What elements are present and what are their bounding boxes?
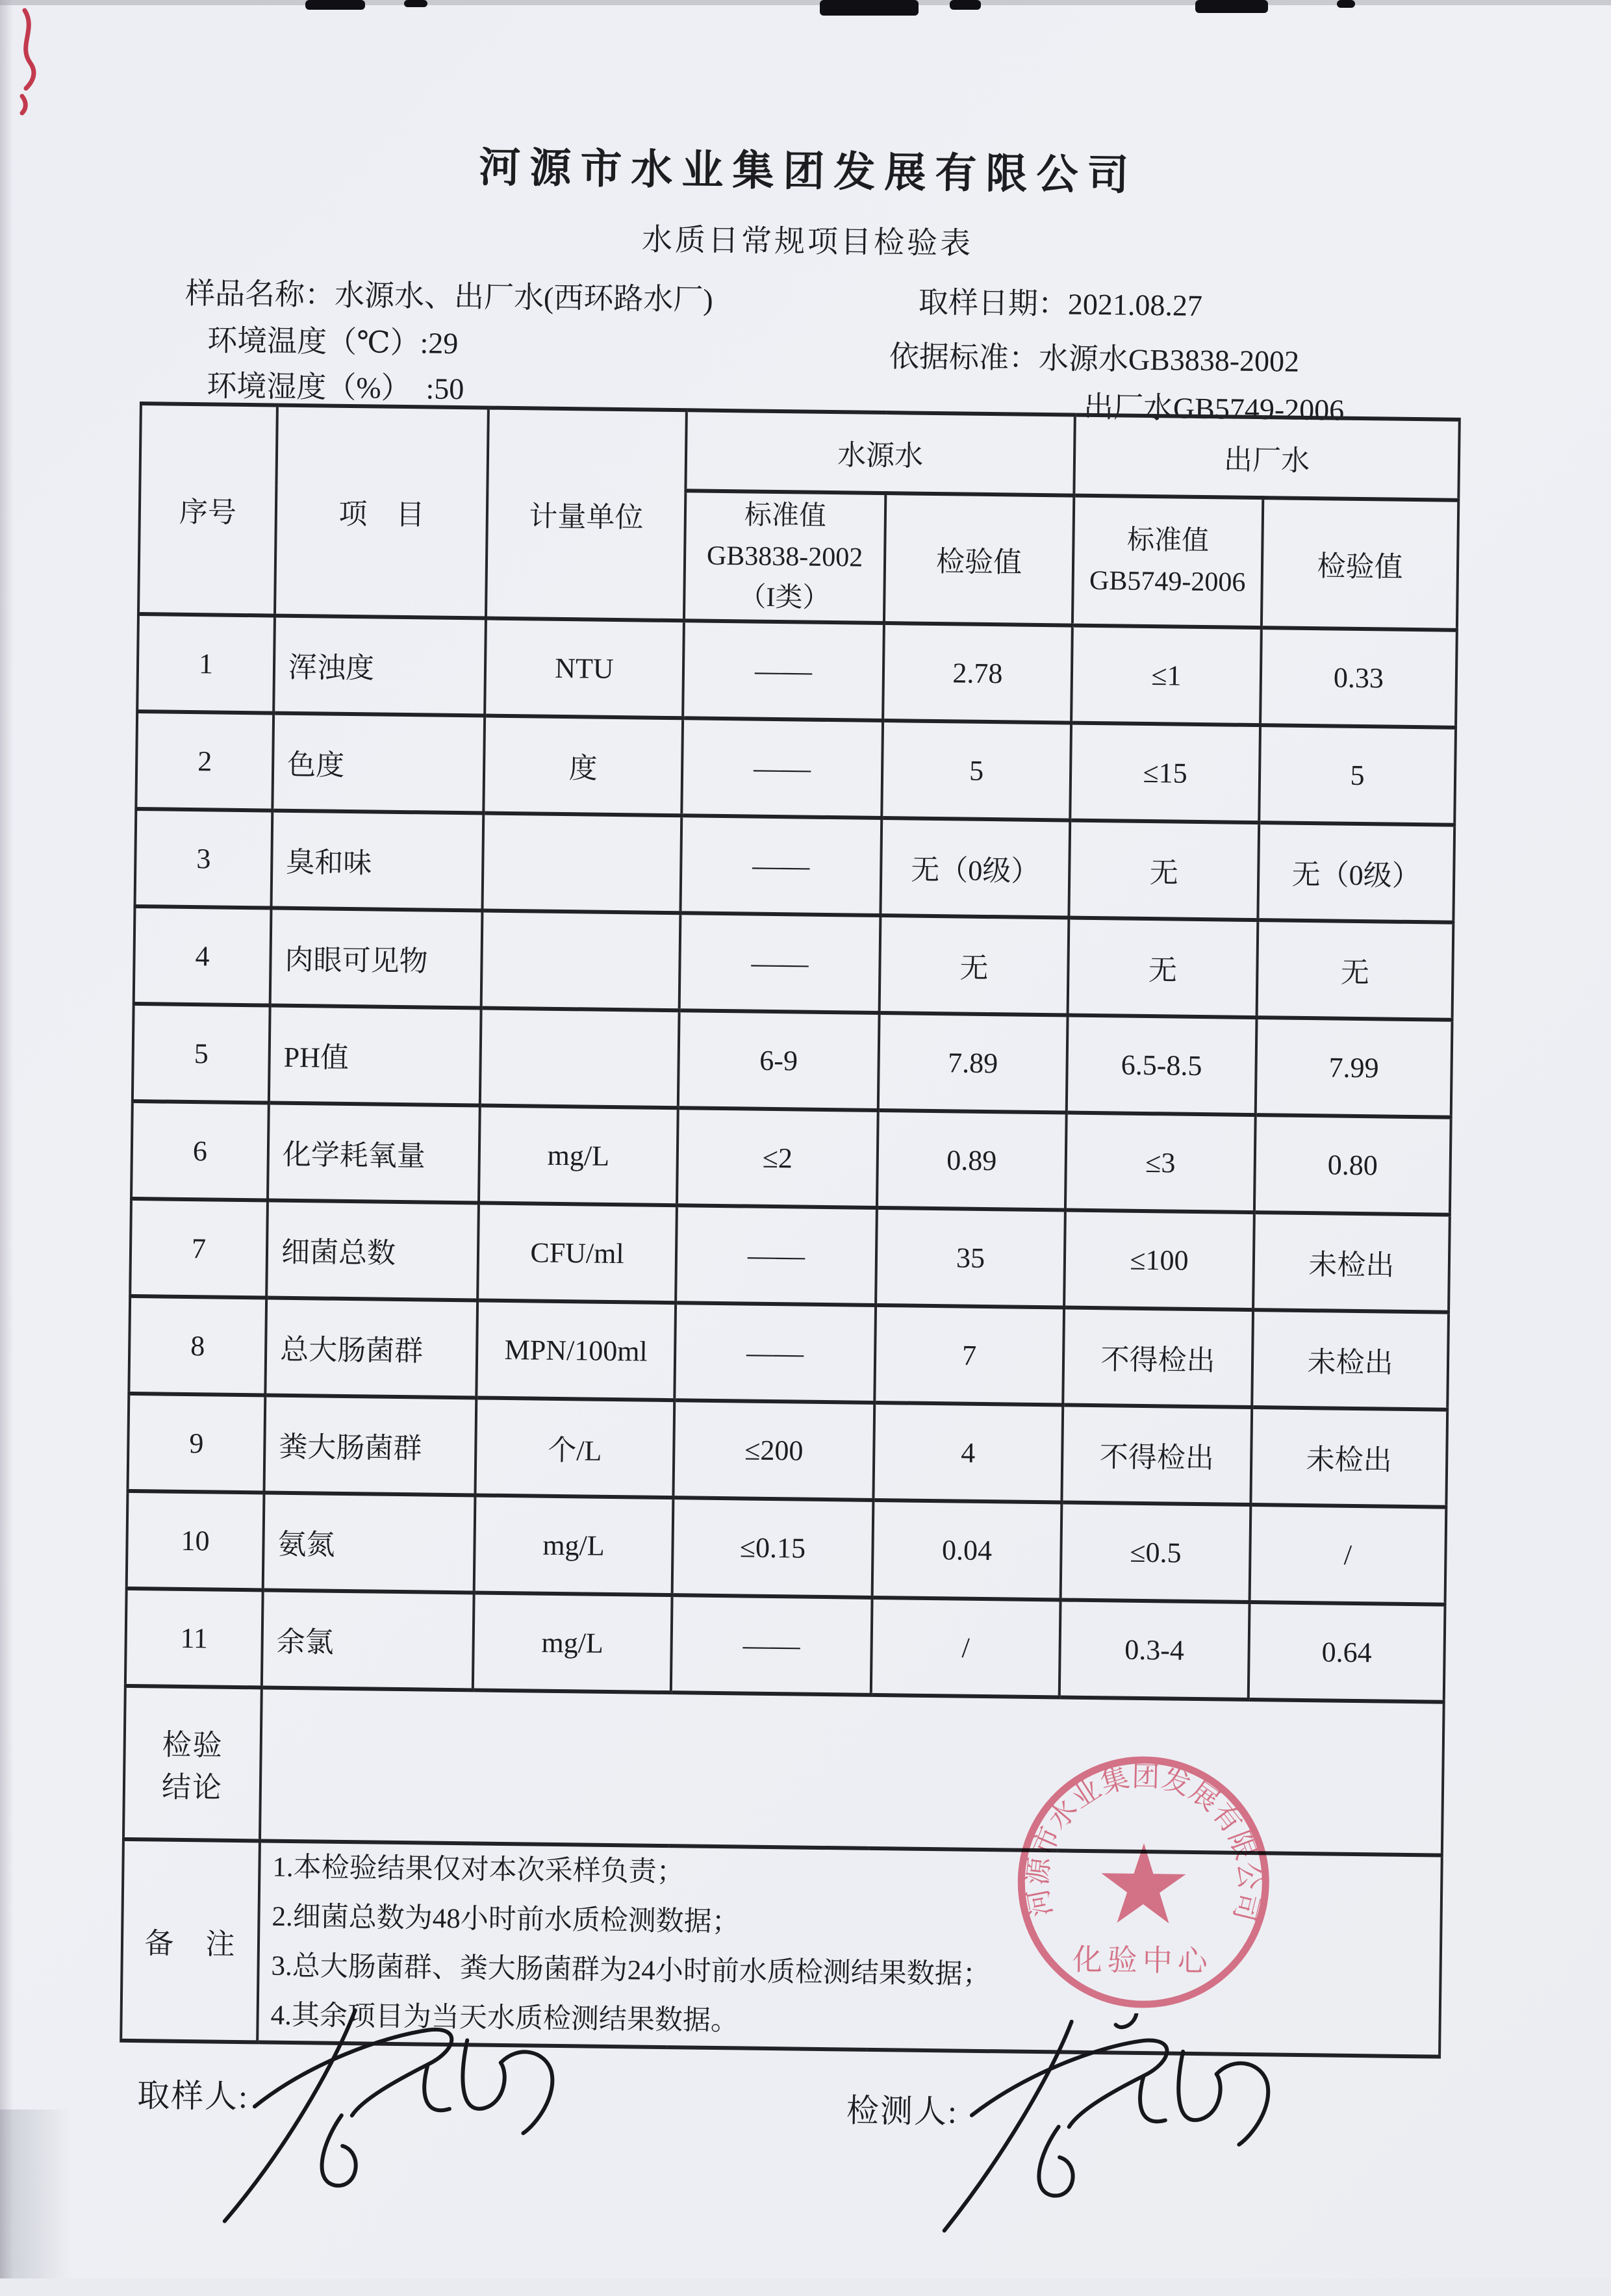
tester-signature [918,2011,1323,2250]
col-header-unit: 计量单位 [486,408,687,621]
cell-source-standard: ≤2 [677,1108,878,1208]
cell-unit: mg/L [473,1592,672,1692]
cell-source-value: 7.89 [878,1013,1068,1113]
cell-outlet-standard: 不得检出 [1063,1307,1253,1407]
cell-seq: 10 [127,1491,264,1590]
cell-item: 臭和味 [271,811,483,911]
table-row [127,1491,1447,1605]
cell-outlet-standard: 无 [1068,918,1258,1018]
cell-outlet-standard: 不得检出 [1061,1405,1252,1505]
table-row [135,809,1455,923]
cell-outlet-value: 未检出 [1253,1212,1450,1312]
remark-line: 1.本检验结果仅对本次采样负责； [272,1852,685,1888]
remark-line: 3.总大肠菌群、粪大肠菌群为24小时前水质检测结果数据； [271,1950,991,1991]
scan-blot [305,0,365,10]
cell-outlet-standard: ≤1 [1071,626,1262,726]
cell-seq: 8 [129,1296,266,1396]
scan-left-edge [0,0,13,2278]
cell-unit: mg/L [474,1495,674,1595]
cell-unit [481,911,681,1011]
group-header-outlet-water: 出厂水 [1074,415,1459,500]
form-title: 水质日常规项目检验表 [641,223,974,261]
cell-outlet-standard: ≤3 [1065,1113,1256,1213]
scan-blot [1337,0,1355,8]
cell-item: 色度 [272,713,485,813]
cell-source-standard: —— [680,815,882,915]
sample-name-line: 样品名称：水源水、出厂水(西环路水厂) [184,276,713,316]
col-header-outlet-standard: 标准值 GB5749-2006 [1072,496,1263,628]
scan-blot [404,0,427,7]
cell-source-standard: ≤200 [673,1400,874,1500]
cell-source-standard: ≤0.15 [672,1498,874,1598]
cell-source-standard: —— [671,1595,872,1695]
cell-source-standard: —— [683,620,884,721]
cell-item: 肉眼可见物 [270,908,483,1008]
cell-outlet-standard: ≤15 [1070,723,1260,823]
table-row [129,1296,1449,1410]
cell-outlet-standard: 6.5-8.5 [1067,1015,1257,1116]
scan-blot [950,0,981,10]
cell-outlet-value: 0.33 [1260,628,1457,728]
cell-outlet-value: 0.64 [1249,1602,1445,1702]
cell-source-value: 无 [880,915,1069,1015]
cell-source-value: 2.78 [883,623,1072,723]
cell-unit: 个/L [475,1397,674,1498]
cell-unit: CFU/ml [477,1203,677,1303]
cell-seq: 2 [136,711,273,811]
cell-item: 余氯 [262,1590,474,1690]
cell-source-value: 0.89 [877,1110,1067,1210]
cell-source-standard: —— [681,718,883,818]
cell-source-value: / [871,1598,1061,1698]
cell-source-value: 无（0级） [880,818,1070,918]
cell-item: 总大肠菌群 [265,1297,477,1397]
table-row [133,1004,1452,1117]
env-humidity: 环境湿度（%） :50 [206,369,464,406]
cell-outlet-value: 0.80 [1254,1115,1451,1215]
cell-unit [482,813,681,913]
cell-item: 化学耗氧量 [268,1103,480,1203]
cell-seq: 5 [133,1004,270,1103]
official-seal [1006,1744,1282,2020]
cell-seq: 6 [131,1101,269,1201]
cell-seq: 3 [135,809,273,908]
col-header-item: 项 目 [275,405,488,619]
cell-source-value: 7 [874,1305,1064,1405]
cell-outlet-standard: 无 [1069,821,1259,921]
cell-seq: 11 [125,1588,263,1688]
remarks-label: 备 注 [121,1839,260,2043]
red-pen-mark [6,5,65,116]
table-row [137,614,1457,728]
cell-seq: 4 [134,906,272,1006]
cell-unit: MPN/100ml [476,1300,676,1400]
table-row [130,1199,1450,1312]
seal-center-text: 化验中心 [1072,1943,1213,1978]
env-temperature: 环境温度（℃）:29 [207,324,459,360]
cell-source-value: 5 [882,721,1071,821]
header-row-groups [140,403,1459,500]
cell-outlet-value: 5 [1259,725,1456,825]
cell-outlet-standard: ≤100 [1064,1210,1254,1310]
cell-seq: 1 [137,614,275,713]
cell-outlet-standard: ≤0.5 [1061,1502,1251,1602]
scan-corner-shadow [0,2110,71,2278]
sampling-date: 取样日期：2021.08.27 [918,285,1203,322]
cell-item: 细菌总数 [266,1200,479,1300]
cell-outlet-value: 无（0级） [1258,823,1454,923]
col-header-source-standard: 标准值 GB3838-2002 （I类） [684,491,885,623]
sampler-signature [206,1996,586,2248]
cell-unit: mg/L [479,1105,678,1205]
conclusion-label: 检验 结论 [123,1686,262,1841]
cell-item: 氨氮 [263,1492,476,1592]
cell-item: PH值 [269,1006,481,1106]
cell-source-value: 4 [873,1403,1063,1503]
cell-unit [480,1008,679,1108]
cell-seq: 7 [130,1199,268,1298]
cell-unit: NTU [485,619,684,719]
cell-outlet-value: 无 [1257,920,1454,1020]
table-row [136,711,1456,825]
group-header-source-water: 水源水 [685,410,1074,495]
table-row [134,906,1454,1020]
table-row [125,1588,1445,1702]
cell-source-value: 35 [876,1208,1065,1308]
cell-seq: 9 [128,1394,266,1493]
remark-line: 2.细菌总数为48小时前水质检测数据； [272,1901,741,1938]
remark-line: 4.其余项目为当天水质检测结果数据。 [270,2000,739,2037]
cell-unit: 度 [483,716,683,816]
scan-top-edge [0,0,1611,5]
standard-outlet-water: 出厂水GB5749-2006 [1083,390,1345,427]
table-body [125,614,1457,1702]
scan-blot [820,0,919,16]
cell-outlet-value: / [1250,1505,1447,1605]
seal-ring-text: 河源市水业集团发展有限公司 [1022,1761,1265,1925]
cell-source-value: 0.04 [872,1500,1062,1600]
cell-item: 粪大肠菌群 [264,1395,476,1495]
cell-source-standard: 6-9 [678,1010,880,1110]
cell-source-standard: —— [679,913,881,1013]
cell-outlet-value: 未检出 [1252,1310,1449,1410]
col-header-source-value: 检验值 [884,493,1074,626]
scan-blot [1195,0,1268,13]
cell-source-standard: —— [674,1303,876,1403]
sampler-label: 取样人: [136,2077,249,2115]
table-row [128,1394,1448,1507]
cell-source-standard: —— [676,1205,877,1305]
col-header-seq: 序号 [138,403,277,616]
company-title: 河源市水业集团发展有限公司 [479,144,1138,199]
table-row [131,1101,1451,1215]
cell-item: 浑浊度 [273,616,486,716]
tester-label: 检测人: [846,2092,959,2130]
seal-star-icon [1101,1843,1186,1924]
standard-source-water: 依据标准：水源水GB3838-2002 [889,340,1300,378]
cell-outlet-value: 7.99 [1256,1017,1452,1117]
cell-outlet-standard: 0.3-4 [1059,1600,1250,1700]
col-header-outlet-value: 检验值 [1262,498,1458,630]
cell-outlet-value: 未检出 [1250,1407,1447,1507]
